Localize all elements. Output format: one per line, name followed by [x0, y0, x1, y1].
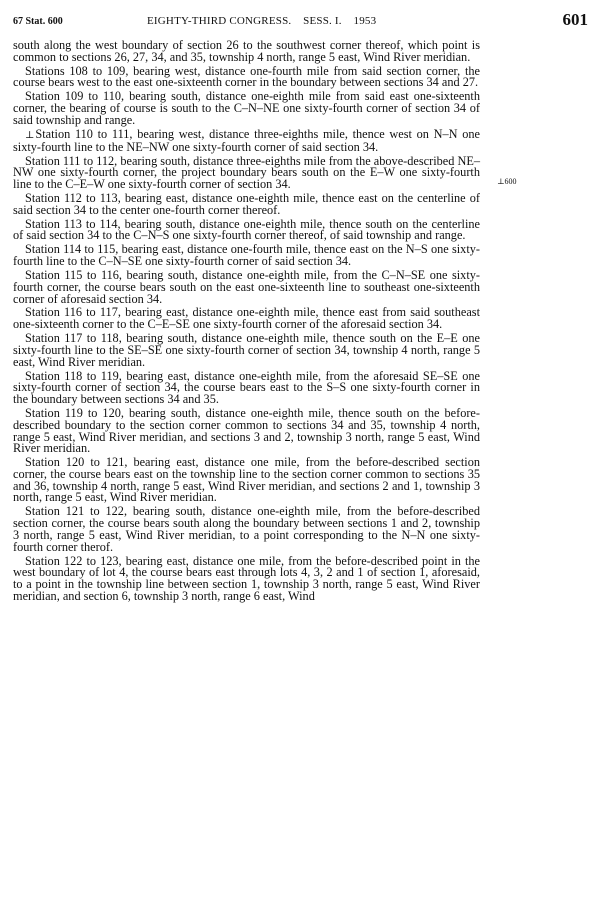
paragraph: Station 112 to 113, bearing east, distance one-eighth mile, thence east on the centerline of said section 34 to the center one-fourth corner thereof. — [13, 190, 480, 217]
running-title: EIGHTY-THIRD CONGRESS. SESS. I. 1953 — [147, 15, 377, 27]
page-break-marker: ⊥ — [25, 129, 35, 141]
paragraph: Station 122 to 123, bearing east, distance one mile, from the before-described point in the west boundary of lot 4, the course bears east through lots 4, 3, 2 and 1 of section 1, aforesaid, to a point in the township line between section 1, township 3 north, range 5 east, Wind River meridian, and section 6, township 3 north, range 6 east, Wind — [13, 553, 480, 603]
page-header — [13, 10, 588, 32]
paragraph-with-marker — [13, 126, 480, 154]
paragraph: Station 121 to 122, bearing south, distance one-eighth mile, from the before-described section corner, the course bears south along the boundary between sections 1 and 2, township 3 north, range 5 east, Wind River meridian, to a point corresponding to the N–N one sixty-fourth corner therof. — [13, 504, 480, 554]
paragraph: Station 111 to 112, bearing south, distance three-eighths mile from the above-described NE–NW one sixty-fourth corner, the project boundary bears south on the E–W one sixty-fourth line to the C–E–W one sixty-fourth corner of section 34. — [13, 153, 480, 191]
paragraph: Station 118 to 119, bearing east, distance one-eighth mile, from the aforesaid SE–SE one sixty-fourth corner of section 34, the course bears east to the S–S one sixty-fourth corner in the boundary between sections 34 and 35. — [13, 368, 480, 407]
document-body — [13, 40, 480, 605]
statute-citation: 67 Stat. 600 — [13, 16, 63, 27]
paragraph: Station 116 to 117, bearing east, distance one-eighth mile, thence east from said southeast one-sixteenth corner to the C–E–SE one sixty-fourth corner of the aforesaid section 34. — [13, 305, 480, 332]
paragraph: Station 113 to 114, bearing south, distance one-eighth mile, thence south on the centerline of said section 34 to the C–N–S one sixty-fourth corner thereof, of said township and range. — [13, 216, 480, 243]
page-number: 601 — [562, 10, 588, 29]
paragraph: Stations 108 to 109, bearing west, distance one-fourth mile from said section corner, the course bears west to the east one-sixteenth corner in the boundary between sections 34 and 27. — [13, 63, 480, 90]
paragraph: Station 115 to 116, bearing south, distance one-eighth mile, from the C–N–SE one sixty-fourth corner, the course bears south on the east one-sixteenth line to southeast one-sixteenth corner of aforesaid section 34. — [13, 268, 480, 306]
margin-page-reference: ⊥600 — [497, 177, 517, 186]
paragraph: south along the west boundary of section 26 to the southwest corner thereof, which point is common to sections 26, 27, 34, and 35, township 4 north, range 5 east, Wind River meridian. — [13, 38, 480, 64]
paragraph: Station 120 to 121, bearing east, distance one mile, from the before-described section corner, the course bears east on the township line to the section corner common to sections 35 and 36, township 4 north, range 5 east, Wind River meridian, and sections 2 and 1, township 3 north, range 5 east, Wind River meridian. — [13, 455, 480, 505]
paragraph-text: Station 110 to 111, bearing west, distance three-eighths mile, thence west on N–N one sixty-fourth line to the NE–NW one sixty-fourth corner of said section 34. — [13, 126, 480, 154]
paragraph: Station 109 to 110, bearing south, distance one-eighth mile from said east one-sixteenth corner, the bearing of course is south to the C–N–NE one sixty-fourth corner of section 34 of said township and range. — [13, 89, 480, 127]
paragraph: Station 114 to 115, bearing east, distance one-fourth mile, thence east on the N–S one sixty-fourth line to the C–N–SE one sixty-fourth corner of said section 34. — [13, 242, 480, 269]
paragraph: Station 117 to 118, bearing south, distance one-eighth mile, thence south on the E–E one sixty-fourth line to the SE–SE one sixty-fourth corner of section 34, township 4 north, range 5 east, Wind River meridian. — [13, 331, 480, 369]
paragraph: Station 119 to 120, bearing south, distance one-eighth mile, thence south on the before-described boundary to the section corner common to sections 34 and 35, township 4 north, range 5 east, Wind River meridian, and sections 3 and 2, township 3 north, range 5 east, Wind River meridian. — [13, 406, 480, 456]
